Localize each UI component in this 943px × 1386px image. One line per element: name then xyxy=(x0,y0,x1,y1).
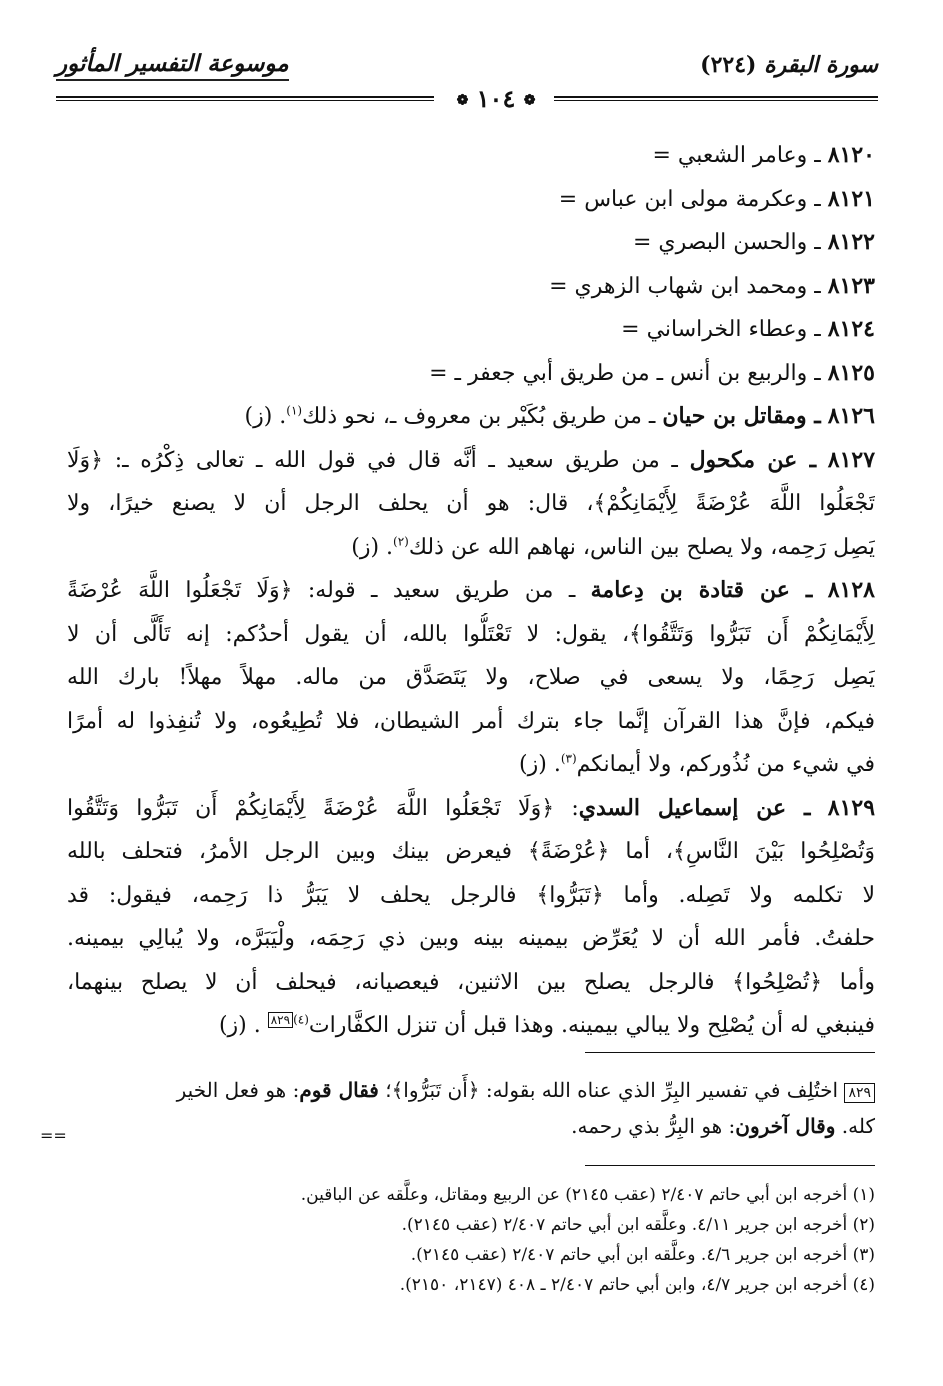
header-rule-left xyxy=(56,96,434,101)
entry-8124: ٨١٢٤ ـ وعطاء الخراساني = xyxy=(621,316,875,342)
footnote-3: (٣) أخرجه ابن جرير ٤/٦. وعلَّقه ابن أبي حاتم ٢/٤٠٧ (عقب ٢١٤٥). xyxy=(410,1245,875,1265)
main-text xyxy=(67,134,875,1048)
footnote-ref: (٢) xyxy=(393,534,409,549)
verse-ref: (٢٢٤) xyxy=(700,52,757,78)
sura-name: سورة البقرة xyxy=(764,52,878,78)
page-number: ❁ ١٠٤ ❁ xyxy=(456,84,536,113)
ornament-icon: ❁ xyxy=(523,92,536,109)
footnotes-separator xyxy=(585,1165,875,1166)
comment-ref-box[interactable]: ٨٢٩ xyxy=(268,1012,293,1028)
footnote-1: (١) أخرجه ابن أبي حاتم ٢/٤٠٧ (عقب ٢١٤٥) عن الربيع ومقاتل، وعلَّقه عن الباقين. xyxy=(300,1185,875,1205)
footnotes xyxy=(67,1180,875,1300)
entry-8122: ٨١٢٢ ـ والحسن البصري = xyxy=(632,229,875,255)
footnote-4: (٤) أخرجه ابن جرير ٤/٧، وابن أبي حاتم ٢/٤٠٧ ـ ٤٠٨ (٢١٤٧، ٢١٥٠). xyxy=(399,1275,875,1295)
footnote-ref: (٤) xyxy=(293,1012,309,1027)
page-header xyxy=(56,50,878,113)
comment-separator xyxy=(585,1052,875,1053)
running-head-sura xyxy=(700,52,878,78)
header-rule-right xyxy=(554,96,878,101)
entry-8125: ٨١٢٥ ـ والربيع بن أنس ـ من طريق أبي جعفر ـ = xyxy=(429,359,875,386)
entry-8120: ٨١٢٠ ـ وعامر الشعبي = xyxy=(652,142,875,168)
entry-8126: ٨١٢٦ ـ ومقاتل بن حيان ـ من طريق بُكَيْر بن معروف ـ، نحو ذلك$^{(١)}$. (ز) xyxy=(244,403,875,429)
comment-number-box: ٨٢٩ xyxy=(844,1083,875,1103)
entry-8129: ٨١٢٩ ـ عن إسماعيل السدي: ﴿وَلَا تَجْعَلُوا اللَّهَ عُرْضَةً لِأَيْمَانِكُمْ أَن تَبَرُّوا وَتَتَّقُوا وَتُصْلِحُوا بَيْنَ النَّاسِ﴾، أما ﴿عُرْضَةً﴾ فيعرض بينك وبين الرجل الأمرُ، فتحلف بالله لا تكلمه ولا تَصِله. وأما ﴿تَبَرُّوا﴾ فالرجل يحلف لا يَبَرُّ ذا رَحِمه، فيقول: قد حلفتُ. فأمر الله أن لا يُعَرِّض بيمينه بينه وبين ذي رَحِمَه، ولْيَبَرَّه، ولا يُبالِي بيمينه. وأما ﴿تُصْلِحُوا﴾ فالرجل يصلح بين الاثنين، فيعصيانه، فيحلف أن لا يصلح بينهما، فينبغي له أن يُصْلِح ولا يبالي بيمينه. وهذا قبل أن تنزل الكفَّارات$^{(٤)}$٨٢٩ . (ز) xyxy=(67,794,875,1038)
entry-8123: ٨١٢٣ ـ ومحمد ابن شهاب الزهري = xyxy=(549,272,875,299)
continuation-mark: == xyxy=(40,1126,67,1145)
footnote-ref: (٣) xyxy=(560,751,577,766)
footnote-ref: (١) xyxy=(286,403,303,418)
ornament-icon: ❁ xyxy=(456,92,469,109)
footnote-2: (٢) أخرجه ابن جرير ٤/١١. وعلَّقه ابن أبي حاتم ٢/٤٠٧ (عقب ٢١٤٥). xyxy=(401,1215,875,1235)
book-title: موسوعة التفسير المأثور xyxy=(56,50,289,81)
editor-comment: ٨٢٩ اختُلِف في تفسير البِرِّ الذي عناه الله بقوله: ﴿أَن تَبَرُّوا﴾؛ فقال قوم: هو فعل الخير كله. وقال آخرون: هو البِرُّ بذي رحمه. xyxy=(176,1078,875,1138)
entry-8121: ٨١٢١ ـ وعكرمة مولى ابن عباس = xyxy=(558,185,875,212)
entry-8127: ٨١٢٧ ـ عن مكحول ـ من طريق سعيد ـ أنَّه قال في قول الله ـ تعالى ذِكْرُه ـ: ﴿وَلَا تَجْعَلُوا اللَّهَ عُرْضَةً لِأَيْمَانِكُمْ﴾، قال: هو أن يحلف الرجل أن لا يصنع خيرًا، ولا يَصِل رَحِمه، ولا يصلح بين الناس، نهاهم الله عن ذلك$^{(٢)}$. (ز) xyxy=(67,446,875,560)
entry-8128: ٨١٢٨ ـ عن قتادة بن دِعامة ـ من طريق سعيد ـ قوله: ﴿وَلَا تَجْعَلُوا اللَّهَ عُرْضَةً لِأَيْمَانِكُمْ أَن تَبَرُّوا وَتَتَّقُوا﴾، يقول: لا تَعْتَلُّوا بالله، أن يقول أحدُكم: إنه تَأَلَّى أن لا يَصِل رَحِمًا، ولا يسعى في صلاح، ولا يَتَصَدَّق من ماله. مهلاً مهلاً! بارك الله فيكم، فإنَّ هذا القرآن إنَّما جاء بترك أمر الشيطان، فلا تُطِيعُوه، ولا تُنفِذوا له أمرًا في شيء من نُذُوركم، ولا أيمانكم$^{(٣)}$. (ز) xyxy=(67,577,875,777)
